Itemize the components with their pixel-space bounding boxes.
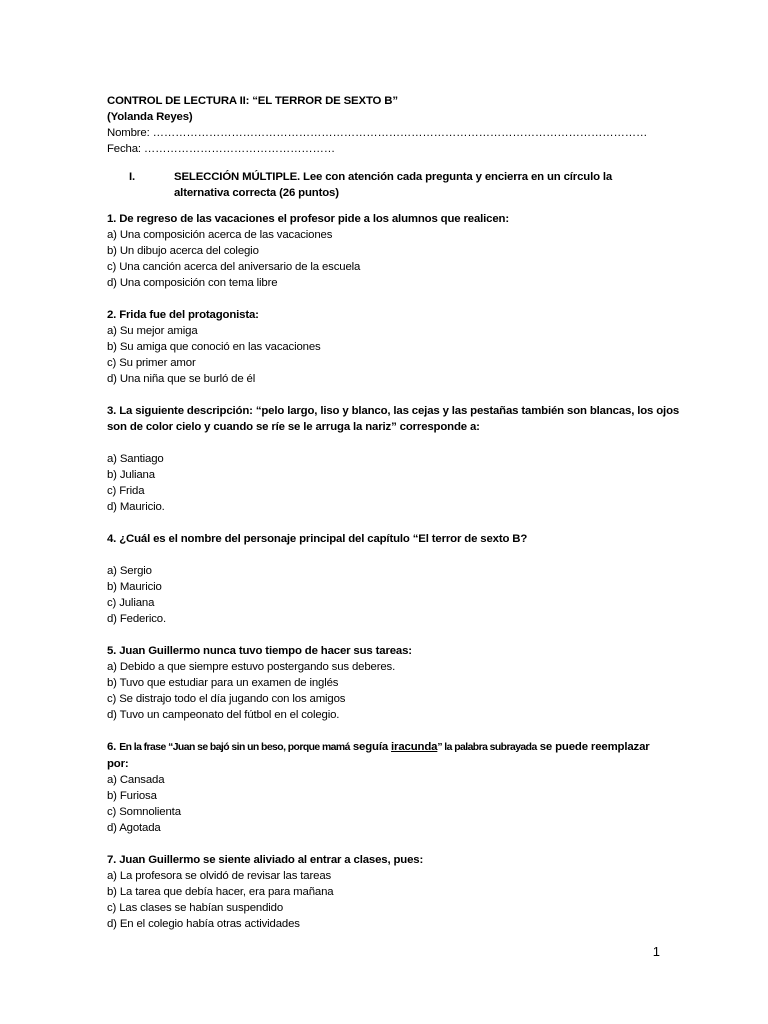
question-number: 6. bbox=[107, 741, 120, 753]
question-1 bbox=[107, 211, 667, 291]
question-7 bbox=[107, 852, 667, 932]
question-6 bbox=[107, 739, 667, 836]
answer-option: b) La tarea que debía hacer, era para mañana bbox=[107, 886, 334, 898]
answer-option: a) Debido a que siempre estuvo postergando sus deberes. bbox=[107, 661, 396, 673]
answer-option: b) Juliana bbox=[107, 469, 155, 481]
quoted-phrase: En la frase “Juan se bajó sin un beso, porque mamá bbox=[119, 742, 350, 753]
answer-option: a) Santiago bbox=[107, 453, 164, 465]
question-stem-line-1: 3. La siguiente descripción: “pelo largo, liso y blanco, las cejas y las pestañas también son blancas, los ojos bbox=[107, 405, 680, 417]
answer-option: d) Mauricio. bbox=[107, 501, 165, 513]
answer-option: c) Frida bbox=[107, 485, 145, 497]
name-field-line: Nombre: …………………………………………………………………………………………………………………… bbox=[107, 127, 648, 139]
stem-text: seguía bbox=[349, 741, 392, 753]
answer-option: a) Una composición acerca de las vacaciones bbox=[107, 229, 333, 241]
underlined-word: iracunda bbox=[391, 741, 438, 753]
answer-option: c) Su primer amor bbox=[107, 357, 196, 369]
answer-option: a) Su mejor amiga bbox=[107, 325, 198, 337]
question-3 bbox=[107, 403, 680, 515]
answer-option: a) Cansada bbox=[107, 774, 165, 786]
question-4 bbox=[107, 531, 667, 627]
answer-option: d) Federico. bbox=[107, 613, 166, 625]
document-author: (Yolanda Reyes) bbox=[107, 111, 193, 123]
question-2 bbox=[107, 307, 667, 387]
question-stem: 1. De regreso de las vacaciones el profesor pide a los alumnos que realicen: bbox=[107, 213, 509, 225]
document-page bbox=[107, 93, 680, 932]
question-stem-line-2: son de color cielo y cuando se ríe se le arruga la nariz” corresponde a: bbox=[107, 421, 480, 433]
answer-option: a) La profesora se olvidó de revisar las tareas bbox=[107, 870, 332, 882]
answer-option: b) Su amiga que conoció en las vacaciones bbox=[107, 341, 321, 353]
section-number: I. bbox=[129, 171, 136, 183]
document-title: CONTROL DE LECTURA II: “EL TERROR DE SEXTO B” bbox=[107, 95, 398, 107]
answer-option: b) Mauricio bbox=[107, 581, 162, 593]
question-stem: 2. Frida fue del protagonista: bbox=[107, 309, 259, 321]
question-5 bbox=[107, 643, 667, 723]
answer-option: d) Agotada bbox=[107, 822, 161, 834]
question-stem-line-2: por: bbox=[107, 758, 129, 770]
answer-option: a) Sergio bbox=[107, 565, 152, 577]
section-heading bbox=[129, 169, 667, 201]
question-stem: 4. ¿Cuál es el nombre del personaje principal del capítulo “El terror de sexto B? bbox=[107, 533, 528, 545]
stem-text-narrow: ” la palabra subrayada bbox=[437, 742, 537, 753]
answer-option: c) Una canción acerca del aniversario de la escuela bbox=[107, 261, 361, 273]
question-stem-line-1 bbox=[107, 739, 667, 756]
answer-option: c) Juliana bbox=[107, 597, 155, 609]
section-instructions: SELECCIÓN MÚLTIPLE. Lee con atención cada pregunta y encierra en un círculo la alternativa correcta (26 puntos) bbox=[174, 171, 613, 199]
answer-option: d) Una composición con tema libre bbox=[107, 277, 278, 289]
question-stem: 5. Juan Guillermo nunca tuvo tiempo de hacer sus tareas: bbox=[107, 645, 412, 657]
stem-text: se puede reemplazar bbox=[536, 741, 650, 753]
answer-option: d) Tuvo un campeonato del fútbol en el colegio. bbox=[107, 709, 340, 721]
answer-option: d) Una niña que se burló de él bbox=[107, 373, 256, 385]
answer-option: b) Furiosa bbox=[107, 790, 157, 802]
question-stem: 7. Juan Guillermo se siente aliviado al entrar a clases, pues: bbox=[107, 854, 424, 866]
answer-option: c) Somnolienta bbox=[107, 806, 181, 818]
answer-option: c) Las clases se habían suspendido bbox=[107, 902, 283, 914]
date-field-line: Fecha: …………………………………………… bbox=[107, 143, 336, 155]
answer-option: d) En el colegio había otras actividades bbox=[107, 918, 300, 930]
answer-option: b) Un dibujo acerca del colegio bbox=[107, 245, 259, 257]
answer-option: b) Tuvo que estudiar para un examen de inglés bbox=[107, 677, 339, 689]
answer-option: c) Se distrajo todo el día jugando con los amigos bbox=[107, 693, 346, 705]
page-number: 1 bbox=[652, 944, 660, 959]
